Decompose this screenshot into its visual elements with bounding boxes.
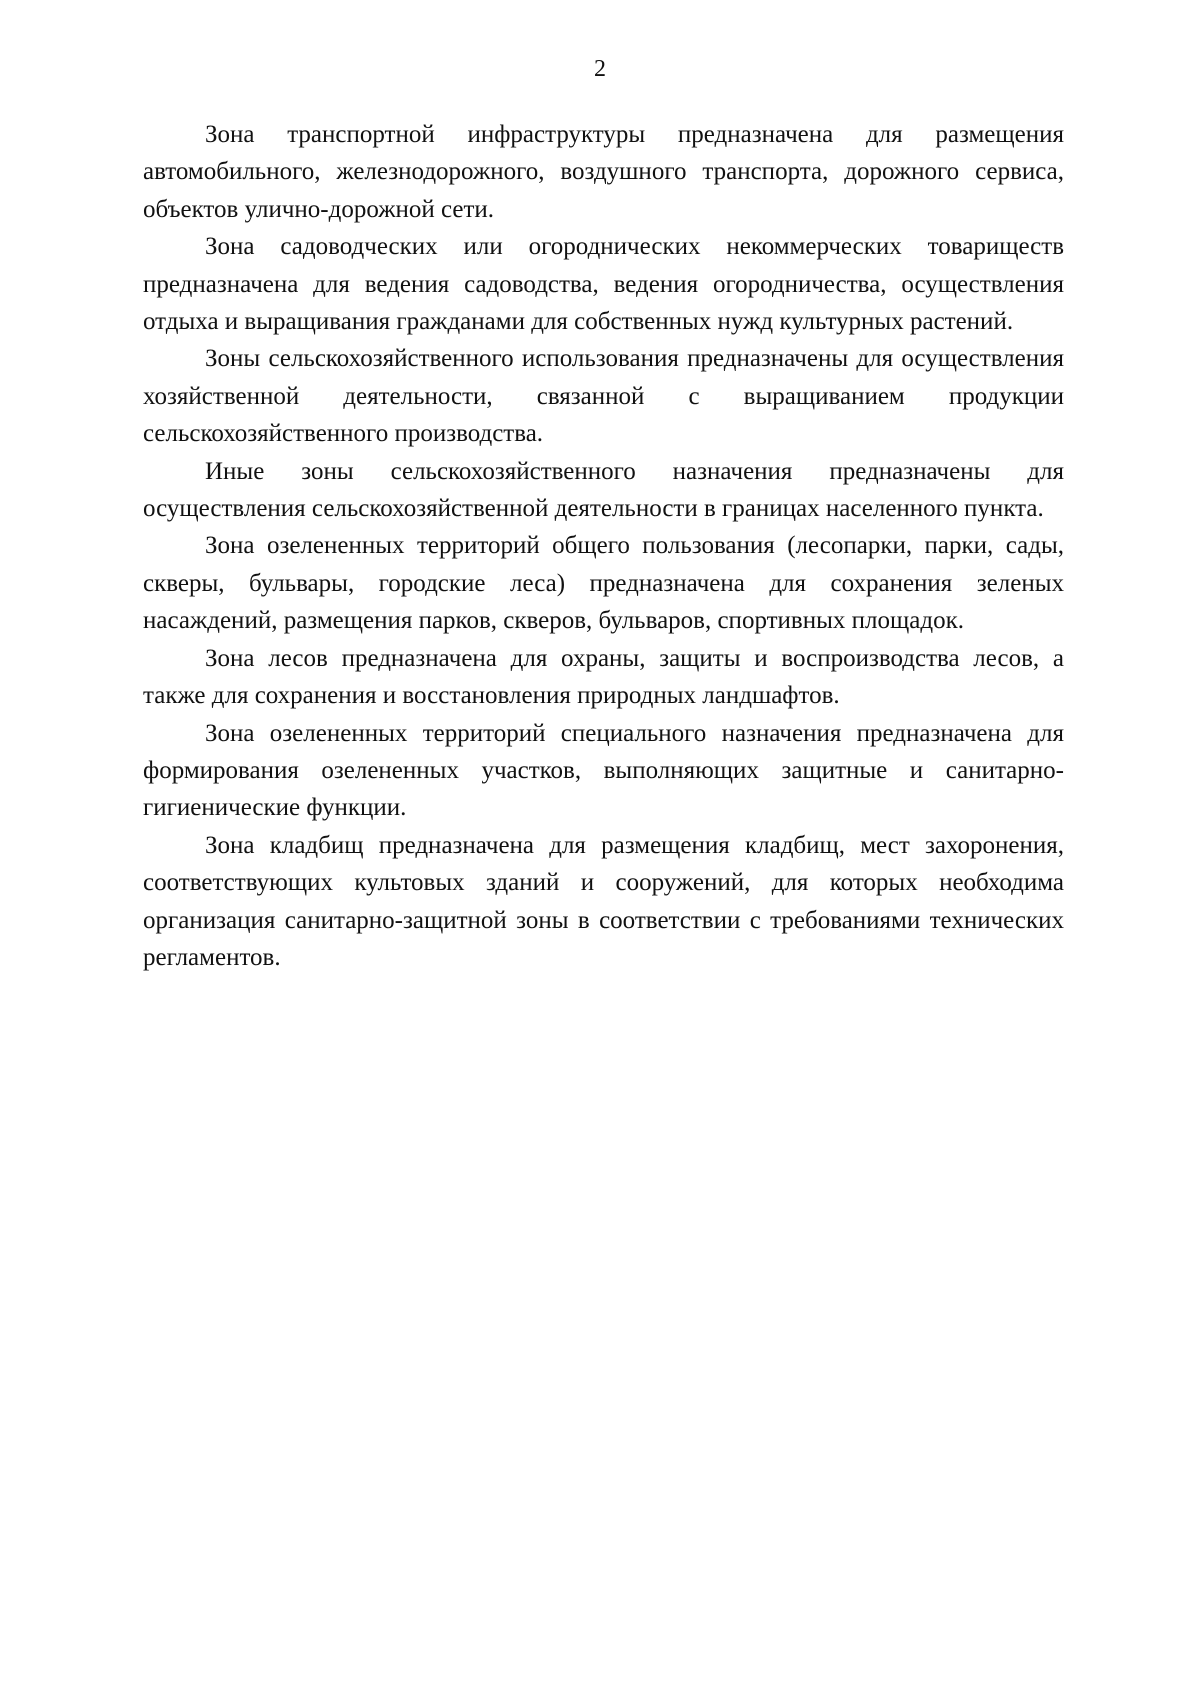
- page-number: 2: [594, 56, 606, 82]
- paragraph-special-green-zone: Зона озелененных территорий специального назначения предназначена для формирования озелененных участков, выполняющих защитные и санитарно-гигиенические функции.: [143, 719, 1064, 822]
- paragraph-agricultural-use-zone: Зоны сельскохозяйственного использования предназначены для осуществления хозяйственной деятельности, связанной с выращиванием продукции сельскохозяйственного производства.: [143, 345, 1064, 448]
- document-body: [143, 116, 1064, 976]
- paragraph-gardening-zone: Зона садоводческих или огороднических некоммерческих товариществ предназначена для ведения садоводства, ведения огородничества, осуществления отдыха и выращивания гражданами для собственных нужд культурных растений.: [143, 233, 1064, 336]
- paragraph-other-agricultural-zone: Иные зоны сельскохозяйственного назначения предназначены для осуществления сельскохозяйственной деятельности в границах населенного пункта.: [143, 457, 1064, 523]
- paragraph-transport-zone: Зона транспортной инфраструктуры предназначена для размещения автомобильного, железнодорожного, воздушного транспорта, дорожного сервиса, объектов улично-дорожной сети.: [143, 121, 1064, 223]
- paragraph-cemetery-zone: Зона кладбищ предназначена для размещения кладбищ, мест захоронения, соответствующих культовых зданий и сооружений, для которых необходима организация санитарно-защитной зоны в соответствии с требованиями технических регламентов.: [143, 831, 1064, 971]
- paragraph-forest-zone: Зона лесов предназначена для охраны, защиты и воспроизводства лесов, а также для сохранения и восстановления природных ландшафтов.: [143, 644, 1064, 710]
- paragraph-public-green-zone: Зона озелененных территорий общего пользования (лесопарки, парки, сады, скверы, бульвары, городские леса) предназначена для сохранения зеленых насаждений, размещения парков, скверов, бульваров, спортивных площадок.: [143, 532, 1064, 635]
